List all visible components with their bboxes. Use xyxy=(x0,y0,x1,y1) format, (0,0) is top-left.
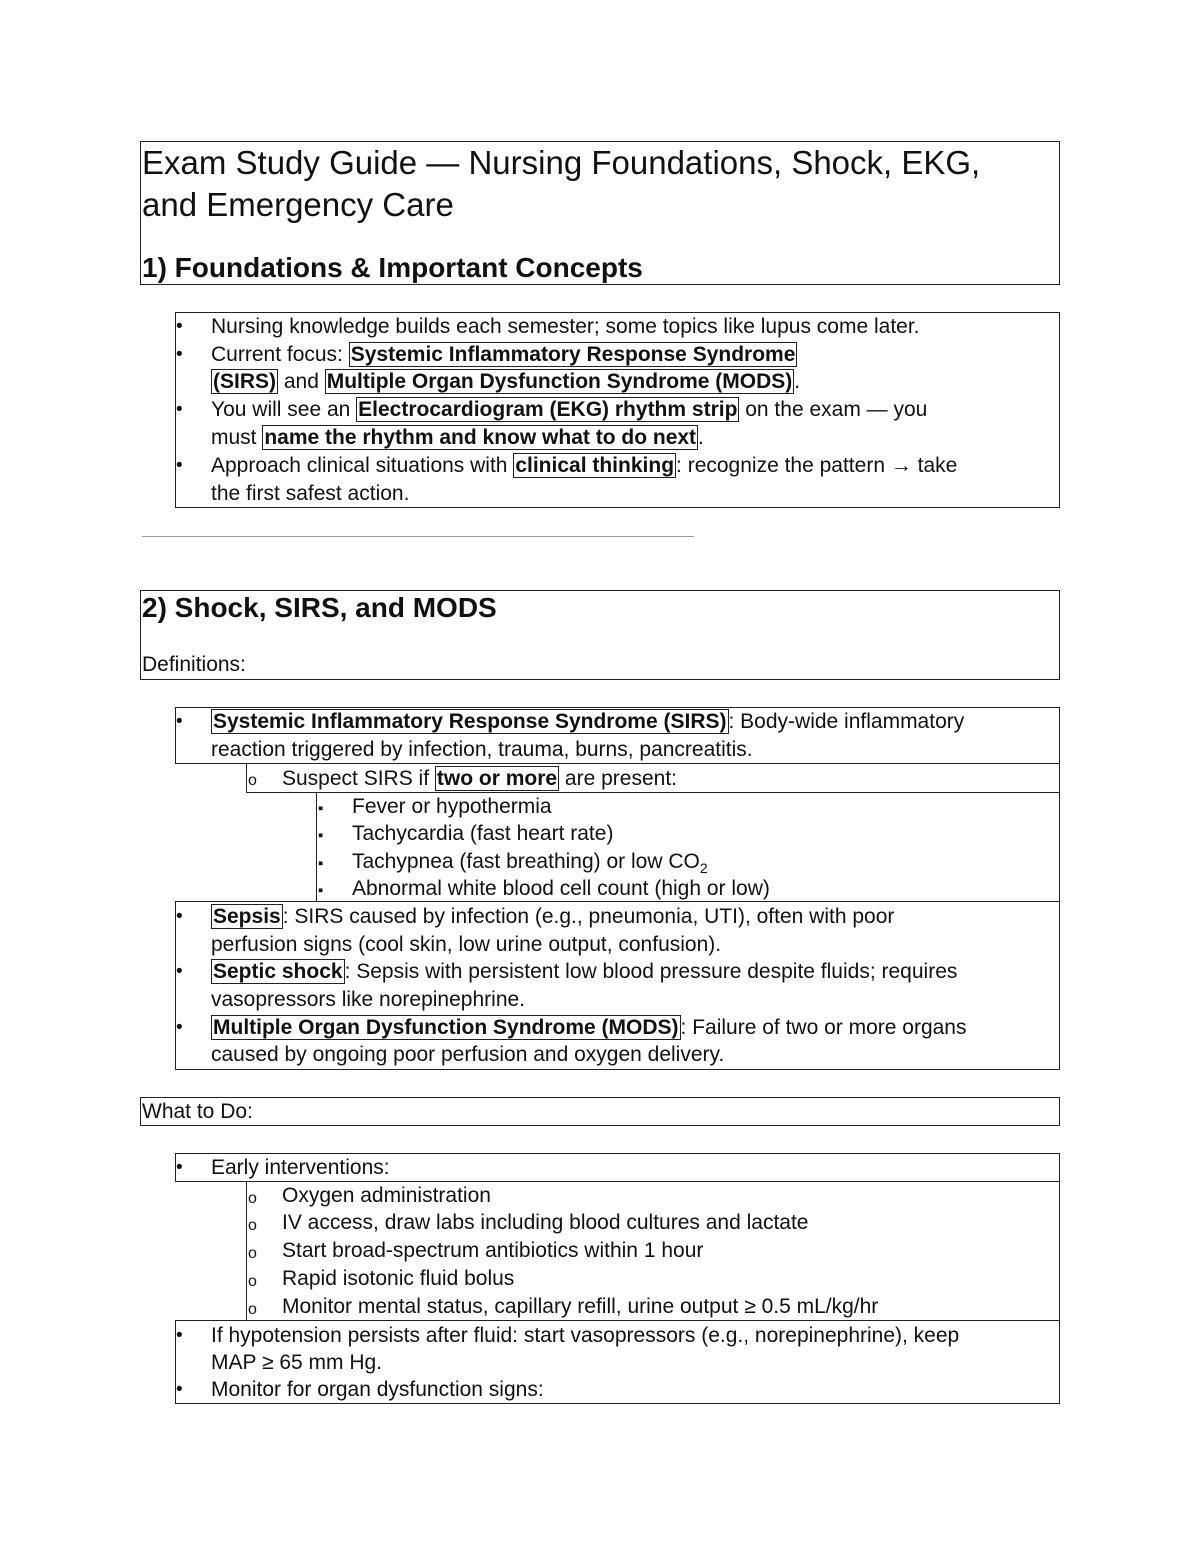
keyword-two-or-more: two or more xyxy=(436,767,558,790)
list-item xyxy=(211,958,957,986)
list-item: Tachycardia (fast heart rate) xyxy=(352,822,614,845)
text: on the exam — you xyxy=(739,398,928,421)
list-item: Fever or hypothermia xyxy=(352,795,552,818)
doc-title-line2: and Emergency Care xyxy=(142,186,454,223)
list-item-cont: the first safest action. xyxy=(211,482,410,505)
bullet-marker xyxy=(248,1238,257,1268)
text: : recognize the pattern → take xyxy=(676,454,958,477)
list-item: Start broad-spectrum antibiotics within 1 hour xyxy=(282,1239,704,1262)
list-item-cont: caused by ongoing poor perfusion and oxygen delivery. xyxy=(211,1043,725,1066)
definitions-label: Definitions: xyxy=(142,653,246,676)
bullet-marker xyxy=(176,958,183,987)
list-item-cont xyxy=(211,424,704,452)
section2-heading: 2) Shock, SIRS, and MODS xyxy=(142,592,497,623)
text: You will see an xyxy=(211,398,357,421)
bullet-marker xyxy=(318,820,323,850)
bullet-marker xyxy=(248,765,257,795)
list-item: Rapid isotonic fluid bolus xyxy=(282,1267,515,1290)
subscript: 2 xyxy=(699,860,708,876)
list-item xyxy=(282,765,677,793)
text: Tachypnea (fast breathing) or low CO xyxy=(352,850,700,873)
bullet-marker xyxy=(248,1266,257,1296)
what-to-do-box xyxy=(140,1097,1060,1126)
list-item-cont: reaction triggered by infection, trauma, burns, pancreatitis. xyxy=(211,738,753,761)
text: : Body-wide inflammatory xyxy=(728,710,965,733)
bullet-marker xyxy=(176,708,183,737)
text: Current focus: xyxy=(211,343,349,366)
list-item-cont: perfusion signs (cool skin, low urine output, confusion). xyxy=(211,933,722,956)
keyword-clinical-thinking: clinical thinking xyxy=(515,454,675,477)
keyword-sirs-full: Systemic Inflammatory Response Syndrome (SIRS) xyxy=(213,710,727,733)
text: must xyxy=(211,426,263,449)
list-item: Monitor for organ dysfunction signs: xyxy=(211,1378,544,1401)
keyword-sirs-abbr: (SIRS) xyxy=(213,370,276,393)
keyword-septic-shock: Septic shock xyxy=(213,960,343,983)
list-item: If hypotension persists after fluid: start vasopressors (e.g., norepinephrine), keep xyxy=(211,1324,960,1347)
text: and xyxy=(278,370,325,393)
list-item-cont xyxy=(211,368,800,396)
list-item: Monitor mental status, capillary refill, urine output ≥ 0.5 mL/kg/hr xyxy=(282,1295,879,1318)
list-item xyxy=(211,708,964,736)
list-item: Nursing knowledge builds each semester; some topics like lupus come later. xyxy=(211,315,920,338)
bullet-marker xyxy=(318,848,323,878)
keyword-sirs: Systemic Inflammatory Response Syndrome xyxy=(350,343,796,366)
bullet-marker xyxy=(318,793,323,823)
keyword-mods-full: Multiple Organ Dysfunction Syndrome (MODS) xyxy=(213,1016,679,1039)
list-item-cont: vasopressors like norepinephrine. xyxy=(211,988,526,1011)
list-item-cont: MAP ≥ 65 mm Hg. xyxy=(211,1351,383,1374)
keyword-mods: Multiple Organ Dysfunction Syndrome (MODS) xyxy=(326,370,793,393)
text: Suspect SIRS if xyxy=(282,767,435,790)
keyword-ekg: Electrocardiogram (EKG) rhythm strip xyxy=(358,398,738,421)
list-item xyxy=(211,903,894,931)
text: are present: xyxy=(559,767,677,790)
list-item xyxy=(211,341,797,369)
text: : Sepsis with persistent low blood pressure despite fluids; requires xyxy=(344,960,958,983)
divider xyxy=(142,536,694,537)
what-to-do-label: What to Do: xyxy=(142,1100,253,1123)
list-item: Early interventions: xyxy=(211,1156,390,1179)
bullet-marker xyxy=(176,903,183,932)
bullet-marker xyxy=(176,1014,183,1043)
keyword-sepsis: Sepsis xyxy=(213,905,281,928)
list-item: Abnormal white blood cell count (high or low) xyxy=(352,877,770,900)
bullet-marker xyxy=(176,1154,183,1183)
list-item: IV access, draw labs including blood cultures and lactate xyxy=(282,1211,809,1234)
list-item xyxy=(211,396,927,424)
bullet-marker xyxy=(248,1183,257,1213)
text: . xyxy=(698,426,704,449)
list-item xyxy=(211,452,957,480)
bullet-marker xyxy=(176,341,183,370)
doc-title-line1: Exam Study Guide — Nursing Foundations, Shock, EKG, xyxy=(142,144,981,181)
bullet-marker xyxy=(176,1322,183,1351)
keyword-rhythm: name the rhythm and know what to do next xyxy=(264,426,697,449)
text: : SIRS caused by infection (e.g., pneumonia, UTI), often with poor xyxy=(282,905,895,928)
bullet-marker xyxy=(176,1376,183,1405)
section1-heading: 1) Foundations & Important Concepts xyxy=(142,252,643,283)
bullet-marker xyxy=(176,313,183,342)
bullet-marker xyxy=(176,396,183,425)
text: : Failure of two or more organs xyxy=(680,1016,967,1039)
bullet-marker xyxy=(176,452,183,481)
text: Approach clinical situations with xyxy=(211,454,514,477)
text: . xyxy=(794,370,801,393)
list-item xyxy=(211,1014,966,1042)
bullet-marker xyxy=(248,1210,257,1240)
list-item: Oxygen administration xyxy=(282,1184,491,1207)
